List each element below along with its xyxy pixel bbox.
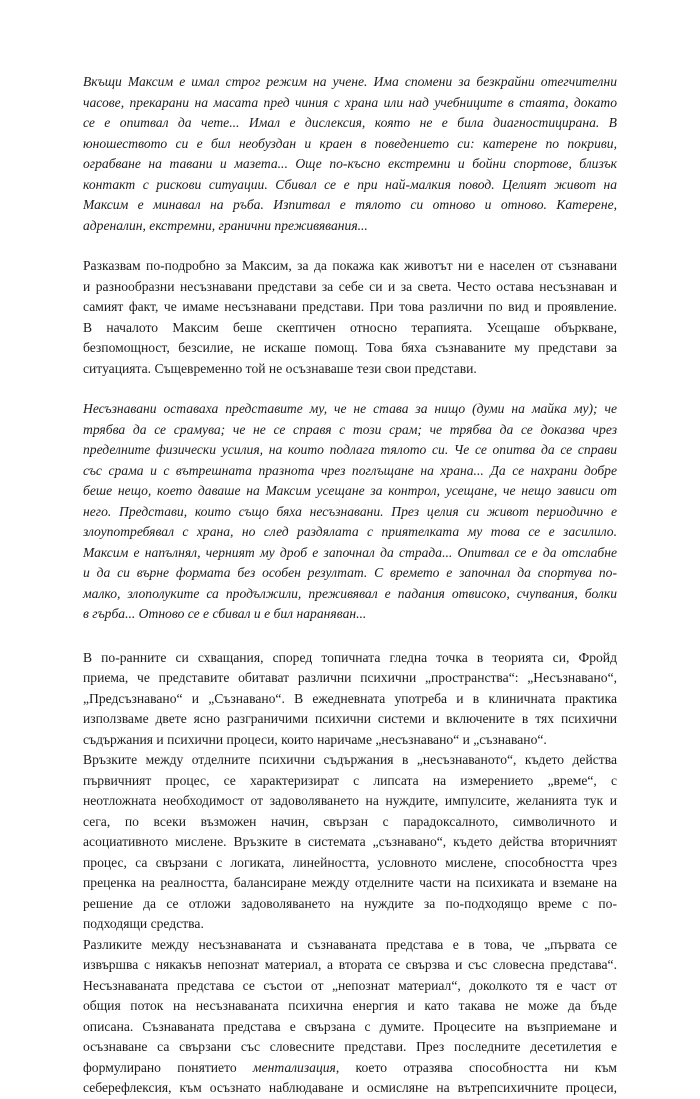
text-line: беше нещо, което даваше на Максим усещане за контрол, усещане, че нещо зависи от: [83, 483, 617, 498]
text-fragment: формулирано понятието: [83, 1059, 253, 1075]
text-line: пределните физически усилия, на които подлага тялото си. Че се опитва да се справи: [83, 442, 617, 457]
text-line: осъзнаване са свързани със словесните представи. През последните десетилетия е: [83, 1039, 617, 1054]
text-line: Връзките между отделните психични съдържания в „несъзнаваното“, където действа: [83, 752, 617, 767]
text-line: В по-ранните си схващания, според топичната гледна точка в теорията си, Фройд: [83, 649, 617, 665]
text-line: Несъзнавани оставаха представите му, че не става за нищо (думи на майка му); че: [83, 401, 617, 416]
text-line: малко, злополуките са продължили, преживявал е падания отвисоко, счупвания, болки: [83, 585, 617, 601]
text-line: подходящи средства.: [83, 916, 204, 931]
text-line: приема, че представите обитават различни психични „пространства“: „Несъзнавано“,: [83, 670, 617, 685]
text-line: общия поток на несъзнаваната психична енергия и като такава не може да бъде: [83, 998, 617, 1013]
text-line: асоциативното мислене. Връзките в системата „съзнавано“, където действа вторичният: [83, 834, 617, 849]
text-line: юношеството си е бил необуздан и краен в поведението си: катерене по покриви,: [83, 135, 617, 151]
text-line: себерефлексия, към осъзнато наблюдаване и осмисляне на вътрепсихичните процеси,: [83, 1080, 617, 1095]
text-line: в гърба... Отново се е сбивал и е бил наранявaн...: [83, 606, 367, 621]
text-line: преценка на реалността, балансиране между отделните части на психиката и вземане на: [83, 875, 617, 890]
text-line: В началото Максим беше скептичен относно терапията. Усещаше объркване,: [83, 319, 617, 335]
paragraph-unconscious-representations: [83, 399, 617, 625]
paragraph-freud-topography: [83, 648, 617, 751]
paragraph-primary-secondary-process: [83, 750, 617, 935]
text-line: и да си върне формата без особен резултат. С времето е започнал да спортува по-: [83, 565, 617, 580]
text-line: извършва с някакъв непознат материал, а втората се свързва и със словесна представа“.: [83, 957, 617, 972]
text-line: използваме двете ясно разграничими психични системи и включените в тях психични: [83, 711, 617, 726]
text-line: него. Представи, които също бяха несъзнавани. През целия си живот периодично е: [83, 503, 617, 519]
text-line: първичният процес, се характеризират с липсата на измерението „време“, с: [83, 772, 617, 788]
text-line: Вкъщи Максим е имал строг режим на учене. Има спомени за безкрайни отегчителни: [83, 74, 617, 89]
text-line: адреналин, екстремни, гранични преживявания...: [83, 217, 368, 233]
text-line: злоупотребявал с храна, но след раздялата с приятелката му това се е засилило.: [83, 524, 617, 539]
text-line: трябва да се срамува; че не се справя с този срам; че трябва да се доказва чрез: [83, 421, 617, 437]
text-line: Несъзнаваната представа се състои от „непознат материал“, доколкото тя е част от: [83, 977, 617, 993]
text-line: се е опитвал да чете... Имал е дислексия, която не е била диагностицирана. В: [83, 115, 617, 130]
text-line-mentalization: [83, 1058, 617, 1079]
paragraph-representations: [83, 256, 617, 379]
text-line: ситуацията. Същевременно той не осъзнаваше тези свои представи.: [83, 360, 477, 376]
text-line: ограбване на тавани и мазета... Още по-късно екстремни и бойни спортове, близък: [83, 156, 617, 171]
text-line: решение да се отложи задоволяването на нуждите за по-подходящо време с по-: [83, 895, 617, 911]
paragraph-maxim-childhood: [83, 72, 617, 236]
text-line: Разликите между несъзнаваната и съзнаваната представа е в това, че „първата се: [83, 936, 617, 952]
text-line: съдържания и психични процеси, които наричаме „несъзнавано“ и „съзнавано“.: [83, 731, 547, 747]
text-line: Разказвам по-подробно за Максим, за да покажа как животът ни е населен от съзнавани: [83, 258, 617, 273]
text-line: със срама и с вътрешната празнота чрез поглъщане на храна... Да се нахрани добре: [83, 462, 617, 478]
text-line: самият факт, че имаме несъзнавани представи. При това различни по вид и проявление.: [83, 299, 617, 314]
text-line: часове, прекарани на масата пред чиния с храна или над учебниците в стаята, докато: [83, 94, 617, 110]
text-line: сега, по всеки възможен начин, свързан с парадоксалното, символичното и: [83, 813, 617, 829]
text-line: „Предсъзнавано“ и „Съзнавано“. В ежедневната употреба и в клиничната практика: [83, 690, 617, 706]
text-line: процес, са свързани с логиката, линейността, условното мислене, способността чрез: [83, 854, 617, 870]
text-line: контакт с рискови ситуации. Сбивал се е при най-малкия повод. Целият живот на: [83, 176, 617, 192]
text-fragment: , което отразява способността ни към: [335, 1059, 617, 1075]
text-line: безпомощност, безсилие, не искаше помощ. Това бяха съзнаваните му представи за: [83, 340, 617, 355]
text-line: неотложната необходимост от задоволяването на нуждите, импулсите, желанията тук и: [83, 793, 617, 808]
text-line: Максим е напълнял, черният му дроб е започнал да страда... Опитвал се е да отслабне: [83, 544, 617, 560]
paragraph-conscious-vs-unconscious: [83, 935, 617, 1099]
text-line: Максим е минавал на ръба. Изпитвал е тялото си отново и отново. Катерене,: [83, 197, 617, 212]
text-line: описана. Съзнаваната представа е свързана с думите. Процесите на възприемане и: [83, 1018, 617, 1034]
text-line: и разнообразни несъзнавани представи за себе си и за света. Често остава несъзнаван и: [83, 278, 617, 294]
term-mentalization: ментализация: [252, 1059, 336, 1075]
